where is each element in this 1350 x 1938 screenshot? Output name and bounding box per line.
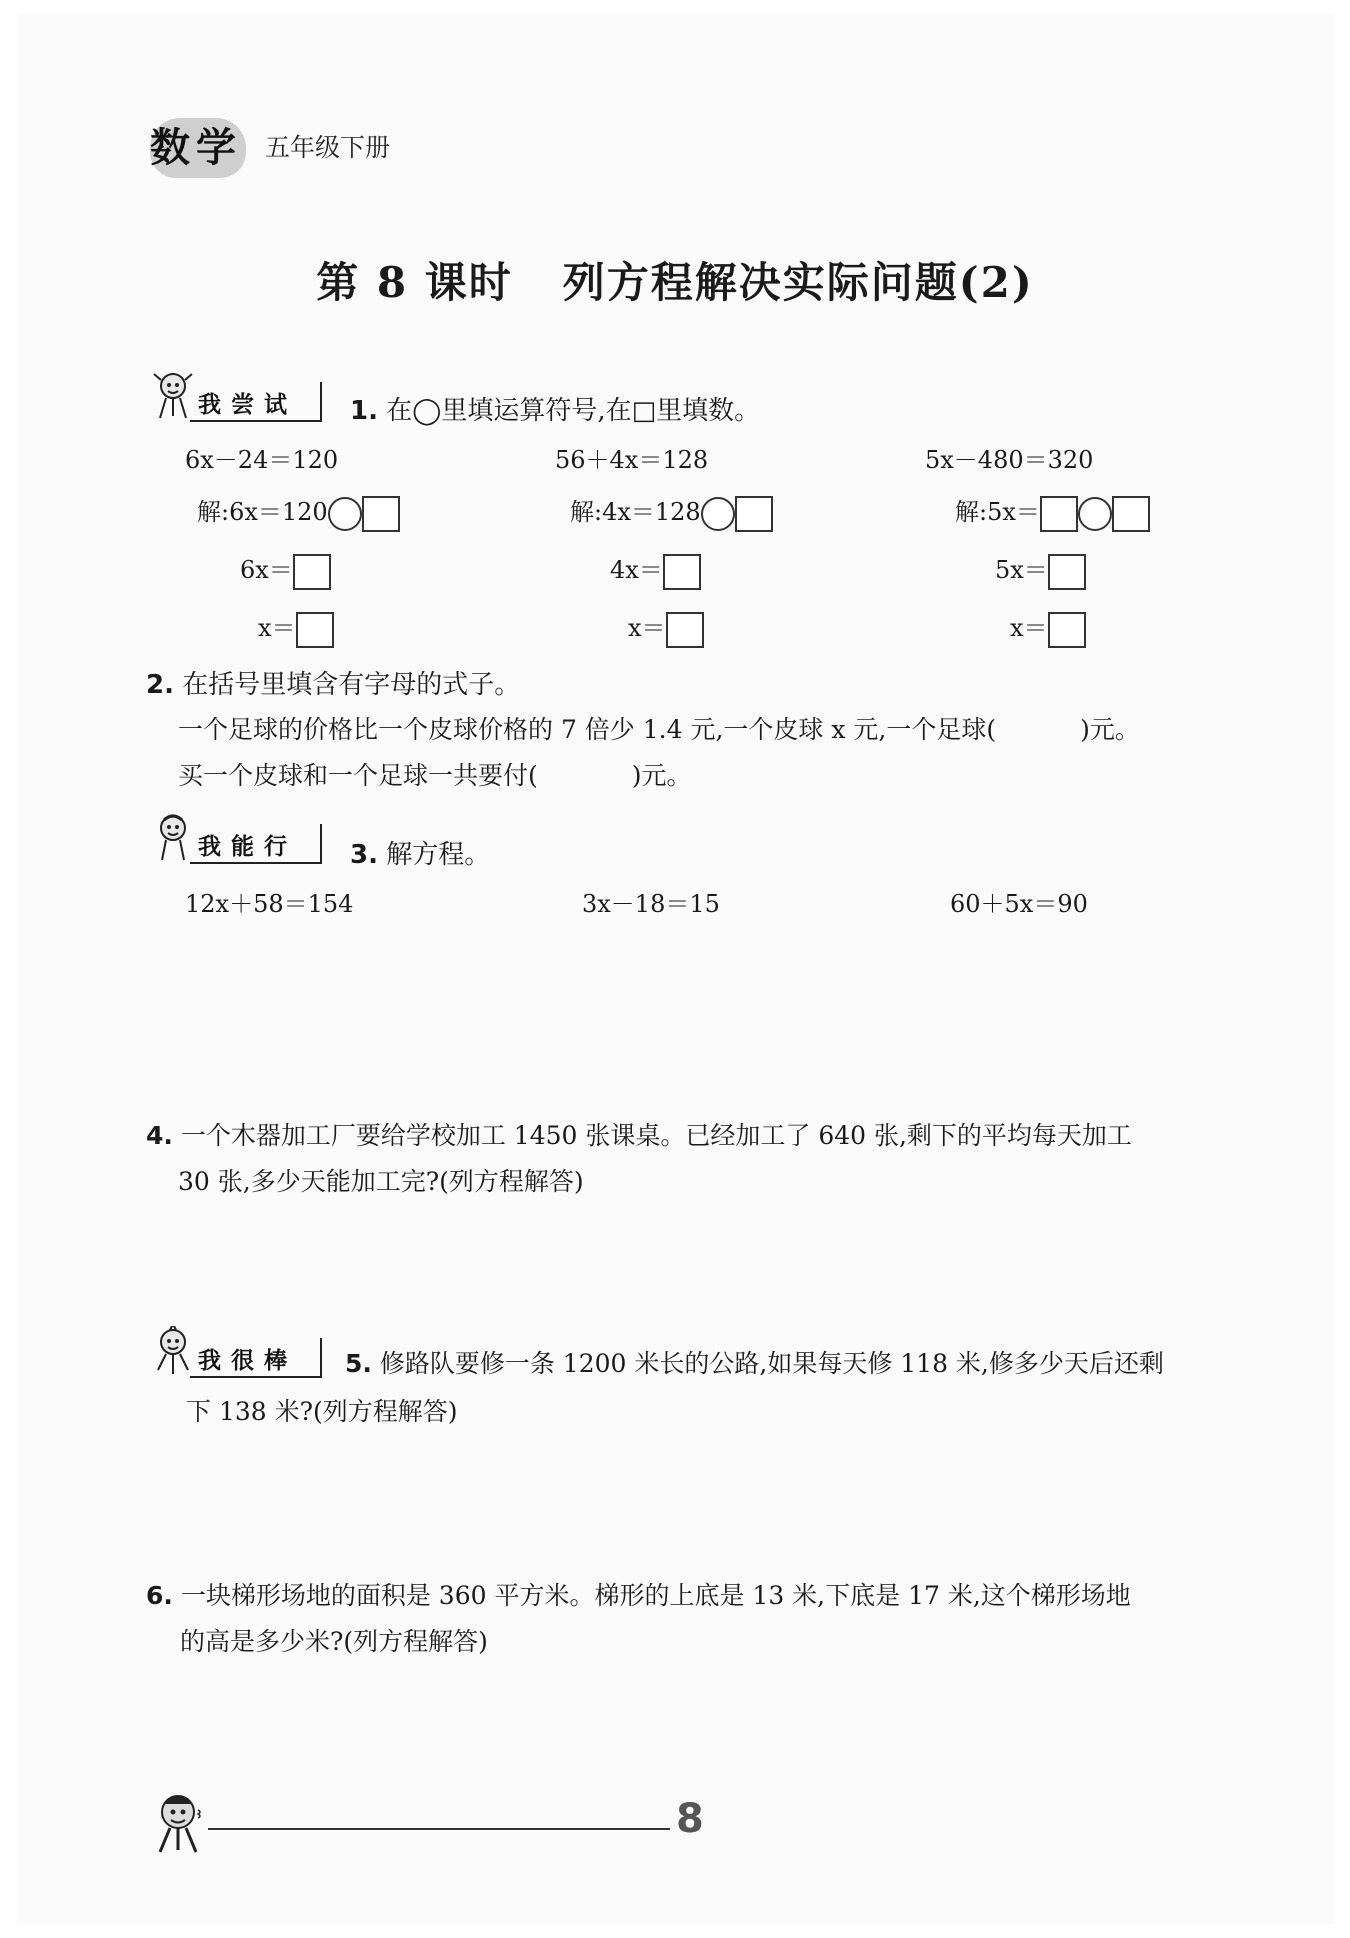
q1-prompt xyxy=(350,390,760,427)
q1a-step1: 解:6x＝120 xyxy=(197,492,400,532)
q4-line2: 30 张,多少天能加工完?(列方程解答) xyxy=(178,1167,584,1196)
q1c-step3: x＝ xyxy=(1010,608,1086,648)
operator-circle[interactable] xyxy=(1078,497,1112,531)
q2-line2: 买一个皮球和一个足球一共要付( )元。 xyxy=(178,761,692,790)
q4-number: 4. xyxy=(146,1121,173,1150)
answer-box[interactable] xyxy=(1048,554,1086,590)
answer-box[interactable] xyxy=(666,612,704,648)
q3-prompt xyxy=(350,834,490,871)
q5-line2: 下 138 米?(列方程解答) xyxy=(186,1397,458,1426)
answer-box[interactable] xyxy=(663,554,701,590)
lesson-number: 第 8 课时 xyxy=(316,258,513,307)
q2-line1: 一个足球的价格比一个皮球价格的 7 倍少 1.4 元,一个皮球 x 元,一个足球( )元。 xyxy=(178,715,1140,744)
q2-text: 在括号里填含有字母的式子。 xyxy=(182,670,521,700)
q1-number: 1. xyxy=(350,396,378,426)
footer-mascot-icon xyxy=(148,1790,210,1860)
answer-box[interactable] xyxy=(296,612,334,648)
q1c-step2: 5x＝ xyxy=(995,550,1086,590)
q6-number: 6. xyxy=(146,1581,173,1610)
q6-line1: 6. 一块梯形场地的面积是 360 平方米。梯形的上底是 13 米,下底是 17 米,这个梯形场地 xyxy=(146,1581,1131,1610)
q3-equation-2: 3x－18＝15 xyxy=(582,890,720,918)
q1a-step2: 6x＝ xyxy=(240,550,331,590)
badge-try-label: 我尝试 xyxy=(198,392,297,418)
badge-great xyxy=(150,1334,322,1378)
answer-box[interactable] xyxy=(293,554,331,590)
operator-circle[interactable] xyxy=(701,497,735,531)
mascot-icon xyxy=(150,370,196,422)
q1-text: 在◯里填运算符号,在□里填数。 xyxy=(386,396,761,426)
lesson-topic: 列方程解决实际问题(2) xyxy=(562,258,1034,307)
answer-box[interactable] xyxy=(1112,496,1150,532)
badge-great-label: 我很棒 xyxy=(198,1348,297,1374)
answer-box[interactable] xyxy=(1040,496,1078,532)
q3-equation-3: 60＋5x＝90 xyxy=(950,890,1088,918)
q1c-equation: 5x－480＝320 xyxy=(925,446,1094,474)
q2-number: 2. xyxy=(146,670,174,700)
q4-line1: 4. 一个木器加工厂要给学校加工 1450 张课桌。已经加工了 640 张,剩下的平均每天加工 xyxy=(146,1121,1132,1150)
q2-prompt xyxy=(146,664,520,701)
q3-text: 解方程。 xyxy=(386,840,491,870)
q1b-step1: 解:4x＝128 xyxy=(570,492,773,532)
subject-label: 数学 xyxy=(150,125,242,171)
q1b-step3: x＝ xyxy=(628,608,704,648)
answer-box[interactable] xyxy=(1048,612,1086,648)
badge-can-label: 我能行 xyxy=(198,834,297,860)
answer-box[interactable] xyxy=(735,496,773,532)
q3-number: 3. xyxy=(350,840,378,870)
q1a-step3: x＝ xyxy=(258,608,334,648)
q5-number: 5. xyxy=(345,1349,372,1378)
mascot-icon xyxy=(150,1326,196,1378)
q1b-equation: 56＋4x＝128 xyxy=(555,446,709,474)
badge-try xyxy=(150,378,322,422)
footer-rule xyxy=(208,1828,670,1830)
q1b-step2: 4x＝ xyxy=(610,550,701,590)
badge-can xyxy=(150,820,322,864)
answer-box[interactable] xyxy=(362,496,400,532)
operator-circle[interactable] xyxy=(328,497,362,531)
q1c-step1: 解:5x＝ xyxy=(955,492,1150,532)
grade-label: 五年级下册 xyxy=(265,133,391,162)
page-number: 8 xyxy=(676,1796,704,1842)
mascot-icon xyxy=(150,812,196,864)
q3-equation-1: 12x＋58＝154 xyxy=(185,890,354,918)
q1a-equation: 6x－24＝120 xyxy=(185,446,339,474)
q6-line2: 的高是多少米?(列方程解答) xyxy=(180,1627,488,1656)
q5-line1: 5. 修路队要修一条 1200 米长的公路,如果每天修 118 米,修多少天后还剩 xyxy=(345,1349,1164,1378)
lesson-title xyxy=(0,250,1350,310)
